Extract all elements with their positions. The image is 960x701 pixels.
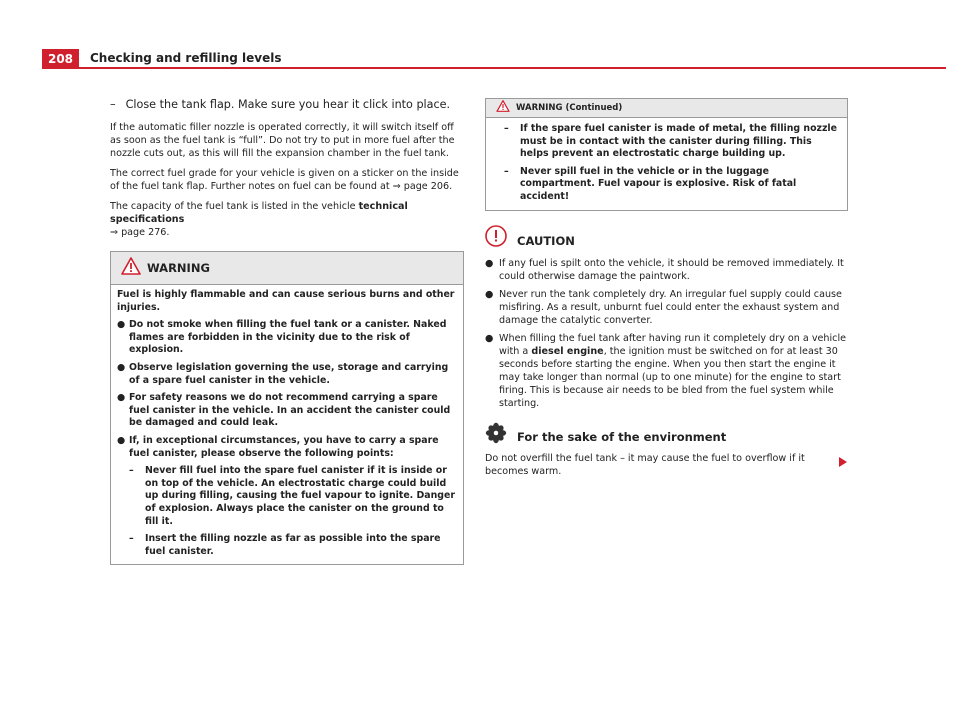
caution-bullet: ● When filling the fuel tank after having run it completely dry on a vehicle with a diesel engine, the ignition must be switched on for at least 30 seconds before starting the engine. When you then start the engine it may take longer than normal (up to one minute) for the engine to start firing. This is because air needs to be bled from the fuel system while starting. [485,332,847,409]
warning-sub-item: – Never fill fuel into the spare fuel canister if it is inside or on top of the vehicle. An electrostatic charge could build up during filling, causing the fuel vapour to ignite. Danger of explosion. Always place the canister on the ground to fill it. [129,465,455,527]
page-header-title: Checking and refilling levels [90,51,282,65]
warning-continued-item: – If the spare fuel canister is made of metal, the filling nozzle must be in contact with the canister during filling. This helps prevent an electrostatic charge building up. [504,123,837,160]
page-number: 208 [42,49,79,68]
caution-bullet: ● Never run the tank completely dry. An irregular fuel supply could cause misfiring. As a result, unburnt fuel could enter the exhaust system and damage the catalytic converter. [485,288,842,326]
technical-specifications-link: technical specifications [110,201,408,225]
left-column [110,98,464,565]
step-text: Close the tank flap. Make sure you hear it click into place. [125,98,451,111]
warning-box [110,251,464,565]
warning-intro: Fuel is highly flammable and can cause serious burns and other injuries. [117,289,455,313]
warning-continued-body [486,118,847,210]
continue-arrow-icon [838,457,848,471]
warning-header [111,252,463,285]
step-item [110,98,464,111]
environment-header [485,422,848,448]
paragraph-fuel-grade: The correct fuel grade for your vehicle is given on a sticker on the inside of the fuel tank flap. Further notes on fuel can be found at ⇒ page 206. [110,168,459,192]
paragraph-filler-nozzle: If the automatic filler nozzle is operated correctly, it will switch itself off as soon as the fuel tank is “full”. Do not try to put in more fuel after the nozzle cuts out, as this will fill the expansion chamber in the fuel tank. [110,122,455,159]
environment-text: Do not overfill the fuel tank – it may cause the fuel to overflow if it becomes warm. [485,452,805,477]
right-column [485,98,848,485]
environment-label: For the sake of the environment [517,430,727,445]
warning-label: WARNING [147,260,210,275]
capacity-text: The capacity of the fuel tank is listed in the vehicle [110,201,359,212]
paragraph-tank-capacity [110,200,464,239]
capacity-page-ref: ⇒ page 276. [110,227,170,238]
environment-body [485,452,848,478]
warning-sub-item: – Insert the filling nozzle as far as possible into the spare fuel canister. [129,533,441,557]
warning-bullet: ● Do not smoke when filling the fuel tank or a canister. Naked flames are forbidden in the vicinity due to the risk of explosion. [117,319,447,356]
warning-continued-label: WARNING (Continued) [516,102,623,113]
caution-label: CAUTION [517,234,575,249]
step-dash: – [110,98,116,111]
warning-triangle-icon [121,257,141,279]
warning-continued-item: – Never spill fuel in the vehicle or in the luggage compartment. Fuel vapour is explosive. Risk of fatal accident! [504,165,797,202]
warning-triangle-icon [496,100,510,116]
warning-body [111,285,463,564]
caution-body [485,257,848,410]
diesel-engine-term: diesel engine [531,345,604,357]
caution-bullet: ● If any fuel is spilt onto the vehicle, it should be removed immediately. It could otherwise damage the paintwork. [485,257,844,282]
leaf-icon [485,422,507,448]
warning-continued-header [486,99,847,118]
warning-continued-box [485,98,848,211]
header-rule [42,67,946,69]
warning-bullet: ● Observe legislation governing the use, storage and carrying of a spare fuel canister in the vehicle. [117,361,449,386]
warning-bullet: ● If, in exceptional circumstances, you have to carry a spare fuel canister, please observe the following points: [117,434,439,459]
warning-bullet: ● For safety reasons we do not recommend carrying a spare fuel canister in the vehicle. In an accident the canister could be damaged and could leak. [117,392,451,429]
exclamation-circle-icon [485,225,507,251]
caution-header [485,225,848,251]
